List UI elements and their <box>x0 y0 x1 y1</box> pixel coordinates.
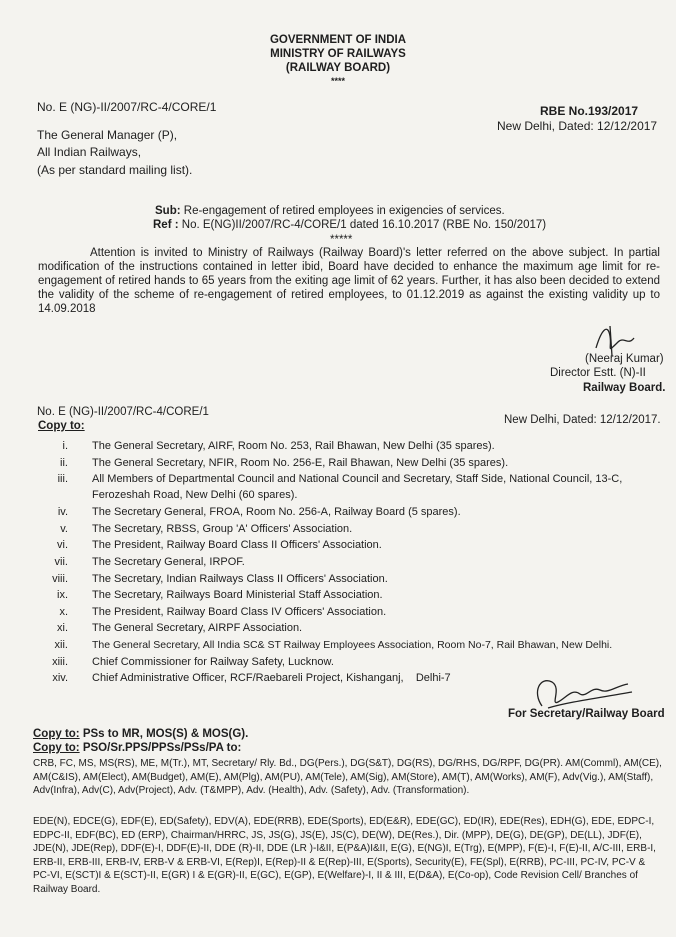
list-item-number: viii. <box>52 572 68 585</box>
addressee-line-1: The General Manager (P), <box>37 128 178 142</box>
copy-to-pso <box>33 742 241 754</box>
list-item <box>36 471 666 504</box>
list-item <box>36 554 666 571</box>
list-item-text: The General Secretary, AIRF, Room No. 253, Rail Bhawan, New Delhi (35 spares). <box>92 440 495 452</box>
list-item-text: The Secretary, RBSS, Group 'A' Officers' Association. <box>92 522 353 535</box>
rbe-number: RBE No.193/2017 <box>540 104 639 118</box>
distribution-list-1: CRB, FC, MS, MS(RS), ME, M(Tr.), MT, Secretary/ Rly. Bd., DG(Pers.), DG(S&T), DG(RS), DG/RHS, DG/RPF, DG(PR). AM(Comml), AM(CE), AM(C&IS), AM(Elect), AM(Budget), AM(E), AM(Plg), AM(PU), AM(Tele), AM(Sig), AM(Store), AM(T), AM(Works), AM(F), Adv(Vig.), AM(Staff), Adv(Infra), Adv(C), Adv(Project), Adv. (T&MPP), Adv. (Health), Adv. (Safety), Adv. (Transformation). <box>33 758 662 796</box>
list-item-text: The President, Railway Board Class IV Officers' Association. <box>92 605 387 618</box>
header-stars: **** <box>330 76 345 86</box>
list-item <box>36 620 666 637</box>
list-item-text: The Secretary, Indian Railways Class II Officers' Association. <box>92 572 388 585</box>
list-item-number: v. <box>60 522 68 535</box>
body-paragraph: Attention is invited to Ministry of Railways (Railway Board)'s letter referred on the above subject. In partial modification of the instructions contained in letter ibid, Board have decided to enhance the maximum age limit for re-engagement of retired hands to 65 years from the exiting age limit of 62 years. Further, it has also been decided to extend the validity of the scheme of re-engagement of retired employees, to 01.12.2019 as against the existing validity up to 14.09.2018 <box>38 247 660 315</box>
reference-label: Ref : <box>153 219 179 231</box>
list-item-number: i. <box>62 440 68 452</box>
copy-to-label: Copy to: <box>38 420 85 432</box>
list-item-text: Chief Commissioner for Railway Safety, Lucknow. <box>92 655 334 668</box>
copy-to-pso-text: PSO/Sr.PPS/PPSs/PSs/PA to: <box>82 742 242 754</box>
signatory-office: Railway Board. <box>583 382 666 394</box>
list-item-text: The Secretary General, IRPOF. <box>92 555 245 568</box>
header-board: (RAILWAY BOARD) <box>285 62 391 74</box>
copy-to-ps-text: PSs to MR, MOS(S) & MOS(G). <box>82 728 249 740</box>
addressee-line-3: (As per standard mailing list). <box>37 163 193 177</box>
signatory-name: (Neeraj Kumar) <box>585 353 664 365</box>
list-item <box>36 455 666 472</box>
list-item-number: ii. <box>60 456 68 469</box>
copy-to-pso-label: Copy to: <box>33 742 80 754</box>
list-item <box>36 504 666 521</box>
list-item-number: iii. <box>57 473 68 486</box>
subject-text: Re-engagement of retired employees in exigencies of services. <box>183 205 505 217</box>
list-item-text: The Secretary, Railways Board Ministerial Staff Association. <box>92 589 383 602</box>
list-item-number: xii. <box>54 638 68 651</box>
copy-list <box>36 438 666 687</box>
reference-text: No. E(NG)II/2007/RC-4/CORE/1 dated 16.10.2017 (RBE No. 150/2017) <box>181 219 547 231</box>
signatory-designation: Director Estt. (N)-II <box>550 367 646 379</box>
header-government: GOVERNMENT OF INDIA <box>269 34 407 46</box>
list-item <box>36 604 666 621</box>
list-item-text: The General Secretary, AIRPF Association. <box>92 622 303 635</box>
list-item-text: Chief Administrative Officer, RCF/Raebareli Project, Kishanganj, Delhi-7 <box>92 672 451 685</box>
addressee-line-2: All Indian Railways, <box>37 145 142 159</box>
list-item-number: xiv. <box>52 672 68 685</box>
list-item <box>36 587 666 604</box>
copy-to-ps-label: Copy to: <box>33 728 80 740</box>
list-item-text: The General Secretary, All India SC& ST Railway Employees Association, Room No-7, Rail Bhawan, New Delhi. <box>92 638 613 651</box>
copy-to-ps <box>33 728 248 740</box>
file-number: No. E (NG)-II/2007/RC-4/CORE/1 <box>37 100 217 114</box>
list-item <box>36 637 666 654</box>
list-item-text: The Secretary General, FROA, Room No. 256-A, Railway Board (5 spares). <box>92 506 461 519</box>
list-item-number: x. <box>59 605 68 618</box>
list-item-number: vii. <box>54 555 68 568</box>
copy-file-number: No. E (NG)-II/2007/RC-4/CORE/1 <box>37 406 209 418</box>
subject-label: Sub: <box>155 205 181 217</box>
header-ministry: MINISTRY OF RAILWAYS <box>270 48 406 60</box>
distribution-list-2: EDE(N), EDCE(G), EDF(E), ED(Safety), EDV(A), EDE(RRB), EDE(Sports), ED(E&R), EDE(GC), ED(IR), EDE(Res), EDH(G), EDE, EDPC-I, EDPC-II, EDF(BC), ED (ERP), Chairman/HRRC, JS, JS(G), JS(E), JS(C), DE(W), DE(Res.), Dir. (MPP), DE(G), DE(GP), DE(LL), JDF(E), JDE(N), JDE(Rep), DDF(E)-I, DDF(E)-II, DDE (R)-II, DDE (LR )-I&II, E(P&A)I&II, E(G), E(NG)I, E(Trg), E(MPP), F(E)-I, F(E)-II, A/C-III, ERB-I, ERB-II, ERB-III, ERB-IV, ERB-V & ERB-VI, E(Rep)I, E(Rep)-II & E(Rep)-III, E(Sports), Security(E), FE(Spl), E(RRB), PC-III, PC-IV, PC-V & PC-VI, E(SCT)I & E(SCT)-II, E(GR) I & E(GR)-II, E(GC), E(GP), E(Welfare)-I, II & III, E(D&A), E(Co-op), Code Revision Cell/ Branches of Railway Board. <box>33 816 656 895</box>
list-item-number: xi. <box>57 622 68 635</box>
list-item <box>36 521 666 538</box>
copy-date: New Delhi, Dated: 12/12/2017. <box>504 414 661 426</box>
list-item <box>36 537 666 554</box>
for-secretary: For Secretary/Railway Board <box>508 708 665 720</box>
list-item-number: ix. <box>57 589 68 602</box>
letter-date: New Delhi, Dated: 12/12/2017 <box>497 119 658 133</box>
list-item-number: vi. <box>57 539 68 552</box>
list-item <box>36 654 666 671</box>
list-item <box>36 571 666 588</box>
list-item-text: All Members of Departmental Council and National Council and Secretary, Staff Side, National Council, 13-C, Ferozeshah Road, New Delhi (60 spares). <box>92 473 623 502</box>
subject-line <box>155 205 505 217</box>
list-item-text: The General Secretary, NFIR, Room No. 256-E, Rail Bhawan, New Delhi (35 spares). <box>92 456 509 469</box>
list-item <box>36 438 666 455</box>
reference-line <box>153 219 546 231</box>
list-item-number: iv. <box>57 506 68 519</box>
list-item-text: The President, Railway Board Class II Officers' Association. <box>92 539 382 552</box>
separator-stars: ***** <box>330 234 353 246</box>
list-item-number: xiii. <box>52 655 68 668</box>
